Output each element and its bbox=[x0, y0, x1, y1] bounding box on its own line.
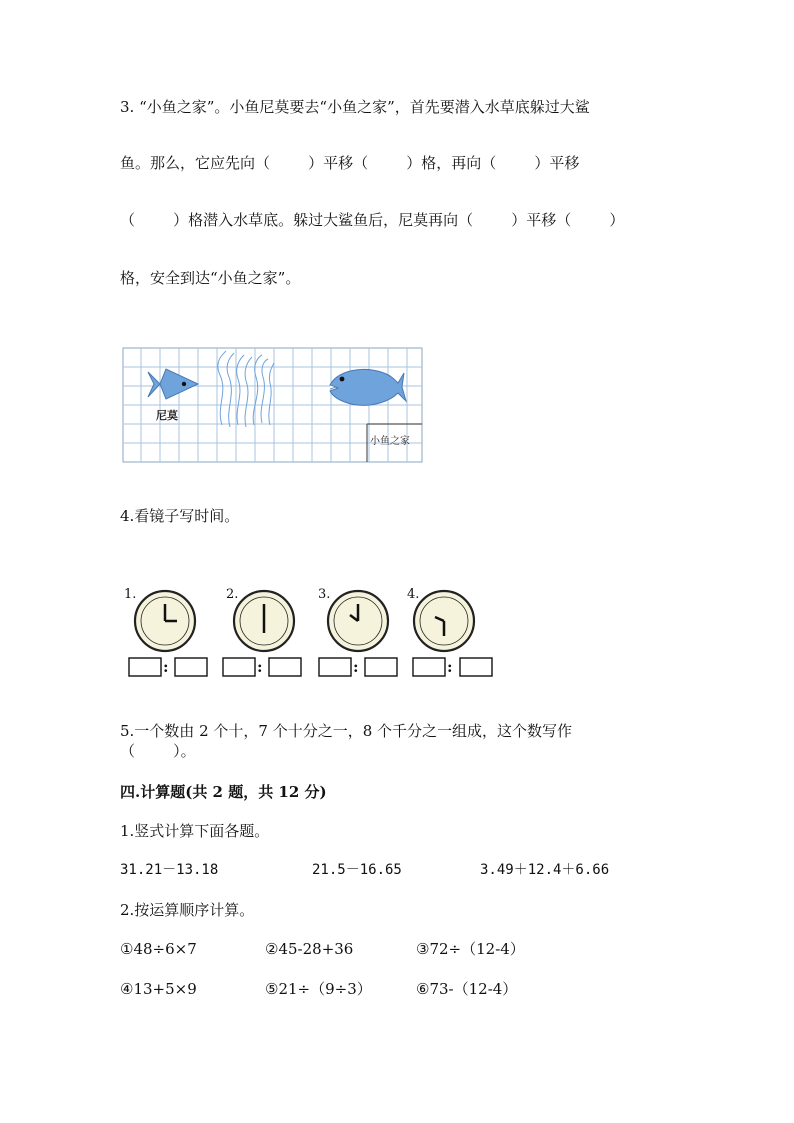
svg-text::: : bbox=[353, 658, 359, 676]
q4-title: 4.看镜子写时间。 bbox=[120, 507, 240, 525]
q5-line-2: （ ）。 bbox=[120, 742, 196, 760]
home-label: 小鱼之家 bbox=[370, 436, 410, 447]
fish-grid-figure bbox=[122, 347, 423, 463]
nemo-fish-icon bbox=[148, 369, 198, 399]
calc-item-3: 3.49＋12.4＋6.66 bbox=[480, 862, 610, 878]
order-item-3: ③72÷（12-4） bbox=[416, 940, 525, 958]
order-item-1: ①48÷6×7 bbox=[120, 940, 197, 958]
clock-1-icon bbox=[124, 587, 207, 676]
svg-text::: : bbox=[447, 658, 453, 676]
shark-fish-icon bbox=[330, 369, 406, 405]
calc-q1-title: 1.竖式计算下面各题。 bbox=[120, 822, 270, 840]
q3-line-2: 鱼。那么，它应先向（ ）平移（ ）格，再向（ ）平移 bbox=[120, 154, 580, 172]
clock-3-number: 3. bbox=[318, 587, 331, 602]
order-item-2: ②45-28+36 bbox=[265, 940, 354, 958]
calc-item-1: 31.21－13.18 bbox=[120, 862, 219, 878]
calc-q2-title: 2.按运算顺序计算。 bbox=[120, 901, 255, 919]
q5-line-1: 5.一个数由 2 个十，7 个十分之一，8 个千分之一组成，这个数写作 bbox=[120, 722, 573, 740]
q3-line-4: 格，安全到达“小鱼之家”。 bbox=[120, 269, 301, 287]
mirror-clocks-figure bbox=[122, 585, 502, 680]
section-4-title: 四.计算题(共 2 题，共 12 分) bbox=[120, 783, 327, 801]
order-item-6: ⑥73-（12-4） bbox=[416, 980, 518, 998]
seaweed-icon bbox=[218, 351, 274, 427]
clock-4-number: 4. bbox=[407, 587, 420, 602]
nemo-label: 尼莫 bbox=[156, 409, 178, 422]
clock-2-number: 2. bbox=[226, 587, 239, 602]
svg-text::: : bbox=[257, 658, 263, 676]
svg-text::: : bbox=[163, 658, 169, 676]
clock-4-icon bbox=[407, 587, 492, 676]
q3-line-1: 3. “小鱼之家”。小鱼尼莫要去“小鱼之家”，首先要潜入水草底躲过大鲨 bbox=[120, 98, 590, 116]
order-item-4: ④13+5×9 bbox=[120, 980, 197, 998]
order-item-5: ⑤21÷（9÷3） bbox=[265, 980, 372, 998]
q3-line-3: （ ）格潜入水草底。躲过大鲨鱼后，尼莫再向（ ）平移（ ） bbox=[120, 211, 625, 229]
clock-2-icon bbox=[223, 587, 301, 676]
clock-1-number: 1. bbox=[124, 587, 137, 602]
clock-3-icon bbox=[318, 587, 397, 676]
calc-item-2: 21.5－16.65 bbox=[312, 862, 402, 878]
